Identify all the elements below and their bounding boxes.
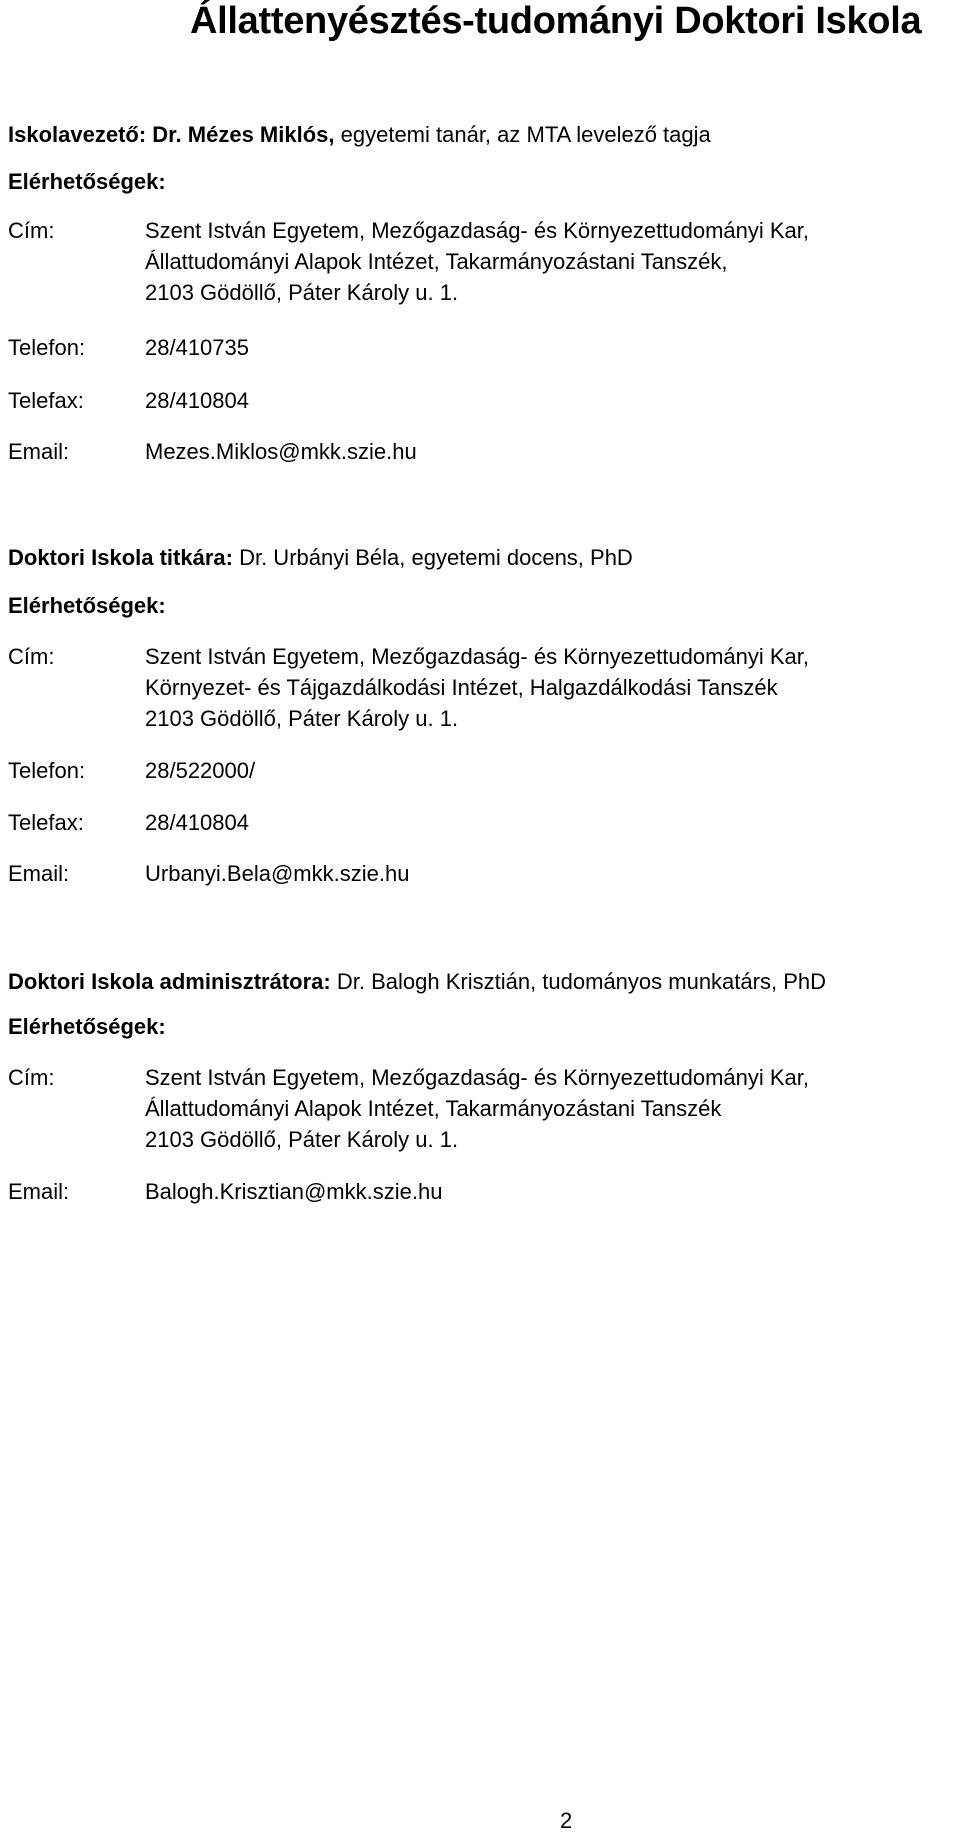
fax-value: 28/410804 — [145, 810, 249, 835]
address-label: Cím: — [8, 644, 55, 669]
email-link[interactable]: Balogh.Krisztian@mkk.szie.hu — [145, 1179, 443, 1204]
phone-value: 28/522000/ — [145, 758, 256, 783]
person-text: Dr. Balogh Krisztián, tudományos munkatárs, PhD — [336, 969, 826, 994]
address-line: Szent István Egyetem, Mezőgazdaság- és Környezettudományi Kar, — [145, 644, 810, 669]
contacts-heading: Elérhetőségek: — [8, 593, 166, 618]
address-line: Állattudományi Alapok Intézet, Takarmányozástani Tanszék — [145, 1096, 722, 1121]
role-label: Doktori Iskola titkára: — [8, 545, 233, 570]
phone-value: 28/410735 — [145, 335, 249, 360]
role-label: Iskolavezető: — [8, 122, 147, 147]
phone-label: Telefon: — [8, 335, 86, 360]
contacts-heading: Elérhetőségek: — [8, 169, 166, 194]
address-line: Szent István Egyetem, Mezőgazdaság- és Környezettudományi Kar, — [145, 218, 810, 243]
leader-line — [8, 122, 711, 148]
person-text: Dr. Urbányi Béla, egyetemi docens, PhD — [239, 545, 633, 570]
fax-value: 28/410804 — [145, 388, 249, 413]
person-prefix: Dr. — [152, 122, 182, 147]
address-label: Cím: — [8, 1065, 55, 1090]
email-label: Email: — [8, 861, 70, 886]
contacts-heading: Elérhetőségek: — [8, 1014, 166, 1039]
email-link[interactable]: Urbanyi.Bela@mkk.szie.hu — [145, 861, 410, 886]
person-title: egyetemi tanár, az MTA levelező tagja — [340, 122, 711, 147]
address-line: 2103 Gödöllő, Páter Károly u. 1. — [145, 280, 459, 305]
email-link[interactable]: Mezes.Miklos@mkk.szie.hu — [145, 439, 417, 464]
address-line: 2103 Gödöllő, Páter Károly u. 1. — [145, 706, 459, 731]
address-line: Állattudományi Alapok Intézet, Takarmányozástani Tanszék, — [145, 249, 728, 274]
fax-label: Telefax: — [8, 810, 84, 835]
address-label: Cím: — [8, 218, 55, 243]
email-label: Email: — [8, 1179, 70, 1204]
role-label: Doktori Iskola adminisztrátora: — [8, 969, 331, 994]
address-line: Környezet- és Tájgazdálkodási Intézet, Halgazdálkodási Tanszék — [145, 675, 778, 700]
email-label: Email: — [8, 439, 70, 464]
address-line: Szent István Egyetem, Mezőgazdaság- és Környezettudományi Kar, — [145, 1065, 810, 1090]
secretary-line — [8, 545, 633, 571]
phone-label: Telefon: — [8, 758, 86, 783]
address-line: 2103 Gödöllő, Páter Károly u. 1. — [145, 1127, 459, 1152]
fax-label: Telefax: — [8, 388, 84, 413]
page-number: 2 — [560, 1808, 573, 1833]
page-title: Állattenyésztés-tudományi Doktori Iskola — [190, 0, 922, 42]
person-name: Mézes Miklós, — [187, 122, 335, 147]
administrator-line — [8, 969, 826, 995]
